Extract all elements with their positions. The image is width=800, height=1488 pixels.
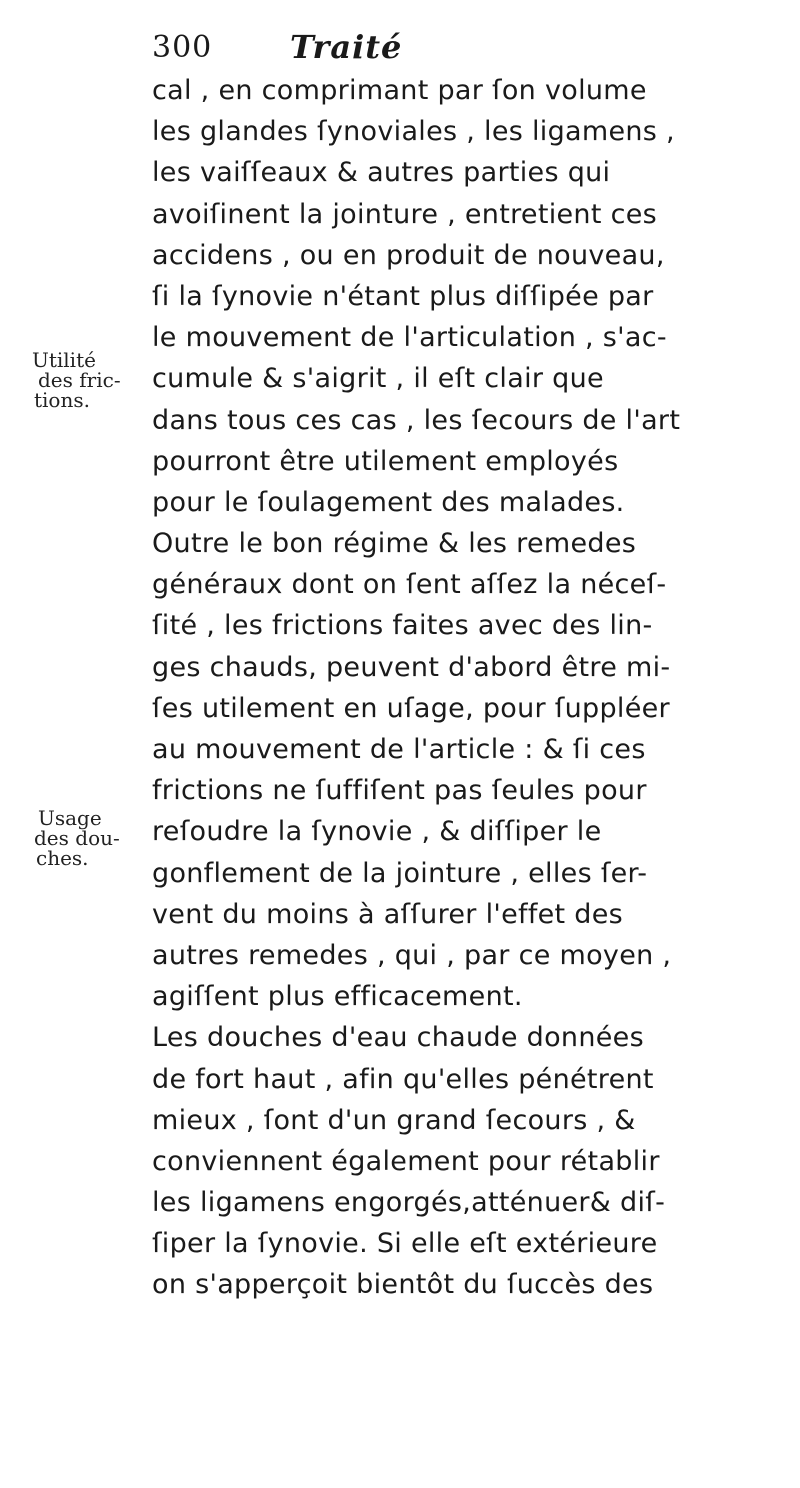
- text-line: cal , en comprimant par ſon volume: [152, 75, 647, 106]
- text-line: Les douches d'eau chaude données: [152, 1022, 644, 1054]
- text-line: accidens , ou en produit de nouveau,: [152, 239, 665, 271]
- text-line: agiſſent plus efficacement.: [152, 981, 523, 1013]
- text-line: les vaiſſeaux & autres parties qui: [152, 157, 611, 189]
- body-text: [152, 70, 782, 1306]
- margin-note-line: Utilité: [32, 348, 96, 372]
- text-line: pourront être utilement employés: [152, 445, 619, 477]
- text-line: le mouvement de l'articulation , s'ac-: [152, 322, 667, 354]
- text-line: mieux , ſont d'un grand ſecours , &: [152, 1104, 636, 1136]
- text-line: autres remedes , qui , par ce moyen ,: [152, 939, 672, 971]
- text-line: généraux dont on ſent aſſez la néceſ-: [152, 569, 667, 601]
- text-line: gonflement de la jointure , elles ſer-: [152, 857, 648, 889]
- text-line: ſi la ſynovie n'étant plus diſſipée par: [152, 280, 654, 312]
- margin-note-utilite: [32, 350, 121, 410]
- margin-note-line: tions.: [34, 388, 90, 412]
- text-line: les glandes ſynoviales , les ligamens ,: [152, 116, 675, 148]
- text-line: les ligamens engorgés,atténuer& diſ-: [152, 1187, 666, 1219]
- margin-note-line: des fric-: [38, 368, 121, 392]
- margin-note-usage: [34, 806, 120, 870]
- text-line: ſité , les frictions faites avec des lin-: [152, 610, 653, 642]
- text-line: Outre le bon régime & les remedes: [152, 528, 637, 560]
- margin-note-line: Usage: [38, 806, 102, 830]
- running-title: Traité: [290, 28, 403, 66]
- text-line: on s'apperçoit bientôt du ſuccès des: [152, 1269, 654, 1301]
- text-line: de fort haut , afin qu'elles pénétrent: [152, 1063, 654, 1095]
- margin-note-line: des dou-: [34, 826, 120, 850]
- text-line: reſoudre la ſynovie , & diſſiper le: [152, 816, 602, 848]
- text-line: ſes utilement en uſage, pour ſuppléer: [152, 692, 670, 724]
- text-line: au mouvement de l'article : & ſi ces: [152, 734, 646, 765]
- text-line: pour le ſoulagement des malades.: [152, 486, 625, 518]
- text-line: avoiſinent la jointure , entretient ces: [152, 198, 658, 230]
- margin-note-line: ches.: [36, 846, 89, 870]
- text-line: dans tous ces cas , les ſecours de l'art: [152, 404, 681, 436]
- page-number: 300: [152, 30, 213, 65]
- text-line: frictions ne ſuffiſent pas ſeules pour: [152, 775, 647, 807]
- text-line: ges chauds, peuvent d'abord être mi-: [152, 651, 671, 683]
- text-line: conviennent également pour rétablir: [152, 1145, 660, 1177]
- text-line: ſiper la ſynovie. Si elle eſt extérieure: [152, 1228, 658, 1260]
- text-line: vent du moins à aſſurer l'effet des: [152, 898, 624, 930]
- text-line: cumule & s'aigrit , il eſt clair que: [152, 363, 604, 395]
- running-head: [152, 30, 652, 70]
